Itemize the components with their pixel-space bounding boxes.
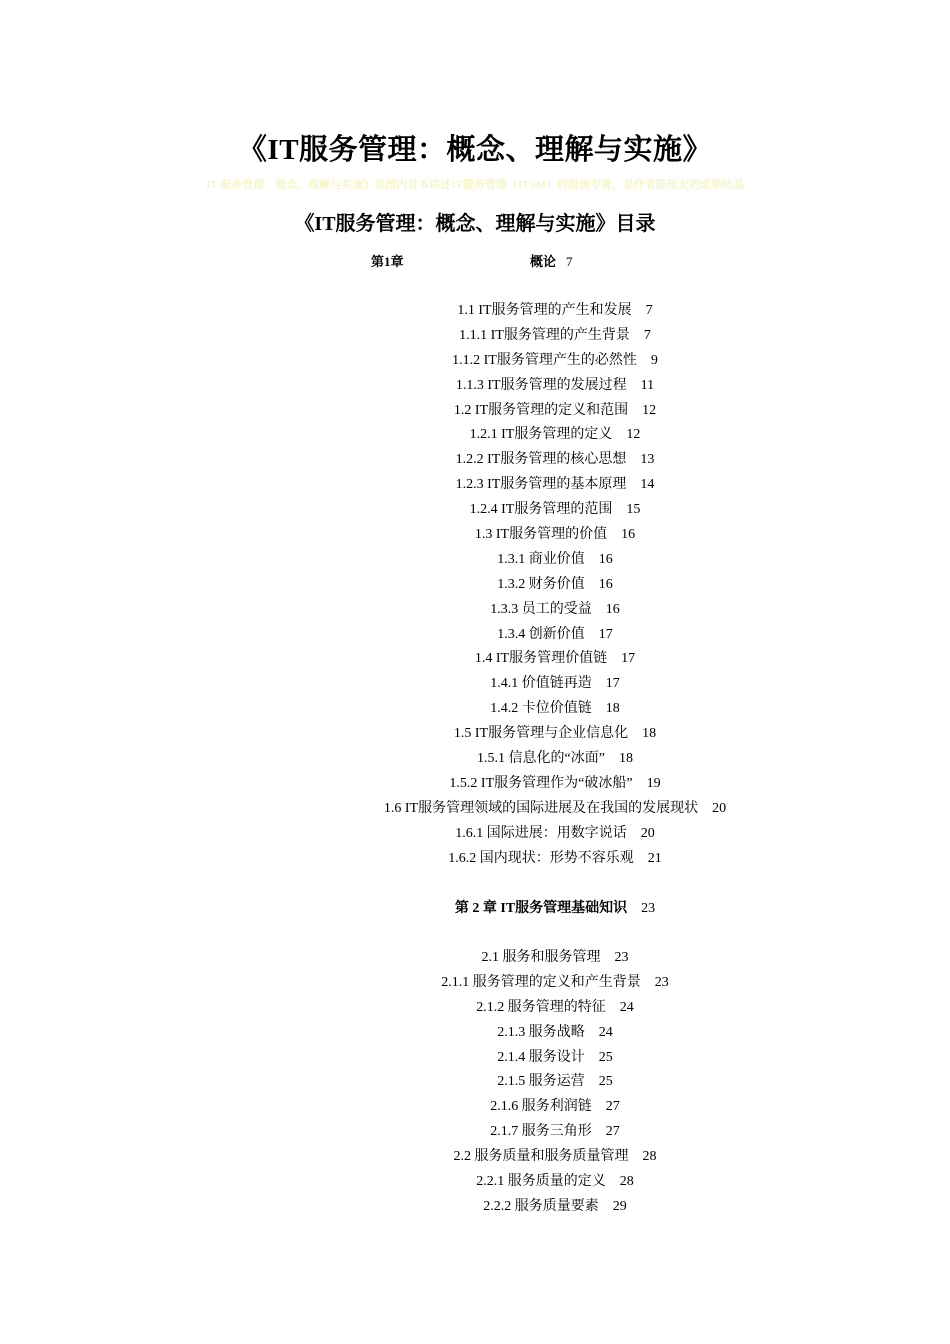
toc-entry-page: 17: [621, 651, 636, 667]
toc-entry[interactable]: [0, 1095, 950, 1120]
toc-entry[interactable]: [0, 996, 950, 1021]
toc-entry-text: 2.1.1 服务管理的定义和产生背景: [441, 974, 641, 990]
toc-entry[interactable]: [0, 523, 950, 548]
toc-entry[interactable]: [0, 448, 950, 473]
toc-entry-text: 1.2 IT服务管理的定义和范围: [453, 402, 629, 418]
chapter-1-page: 7: [566, 254, 573, 269]
chapter-2-heading[interactable]: [0, 897, 950, 921]
toc-entry-text: 1.3.1 商业价值: [497, 551, 585, 567]
toc-entry-text: 2.2 服务质量和服务质量管理: [453, 1149, 629, 1165]
toc-entry[interactable]: [0, 797, 950, 822]
toc-entry-page: 16: [598, 576, 613, 592]
toc-entry-page: 11: [640, 377, 655, 393]
toc-entry-page: 18: [618, 751, 633, 767]
toc-entry[interactable]: [0, 573, 950, 598]
toc-entry[interactable]: [0, 423, 950, 448]
toc-entry-page: 20: [712, 800, 727, 816]
toc-entry-text: 1.5.2 IT服务管理作为“破冰船”: [449, 775, 633, 791]
toc-entry-page: 18: [642, 726, 657, 742]
chapter-1-toc-list: [0, 299, 950, 871]
toc-entry-page: 14: [640, 477, 655, 493]
toc-entry-page: 25: [598, 1074, 613, 1090]
toc-entry[interactable]: [0, 747, 950, 772]
toc-entry[interactable]: [0, 1145, 950, 1170]
toc-entry-page: 24: [619, 999, 634, 1015]
toc-entry[interactable]: [0, 349, 950, 374]
toc-entry-page: 13: [640, 452, 655, 468]
toc-entry[interactable]: [0, 399, 950, 424]
toc-entry[interactable]: [0, 299, 950, 324]
toc-entry[interactable]: [0, 1046, 950, 1071]
toc-entry-page: 15: [626, 502, 641, 518]
chapter-2-page: 23: [641, 901, 656, 916]
toc-entry[interactable]: [0, 1170, 950, 1195]
toc-entry[interactable]: [0, 672, 950, 697]
toc-entry-text: 1.1.2 IT服务管理产生的必然性: [452, 352, 637, 368]
toc-entry[interactable]: [0, 473, 950, 498]
toc-entry-page: 28: [619, 1174, 634, 1190]
toc-entry-page: 20: [640, 825, 655, 841]
toc-entry-text: 1.1 IT服务管理的产生和发展: [457, 303, 632, 318]
toc-entry[interactable]: [0, 1021, 950, 1046]
toc-entry-page: 16: [598, 551, 613, 567]
toc-entry-text: 1.2.4 IT服务管理的范围: [469, 502, 613, 518]
toc-entry-text: 1.4 IT服务管理价值链: [474, 651, 608, 667]
toc-entry-text: 1.6.2 国内现状：形势不容乐观: [448, 850, 634, 866]
toc-entry-text: 2.2.2 服务质量要素: [483, 1198, 599, 1214]
document-title: 《IT服务管理：概念、理解与实施》: [237, 134, 713, 166]
toc-entry-text: 2.1.2 服务管理的特征: [476, 999, 606, 1015]
faint-description-line: IT 服务管理：概念、理解与实施》是国内首本讲述IT服务管理（ITSM）的原创专著，是作者陈传友的成果结晶: [206, 179, 744, 191]
toc-entry-text: 1.5 IT服务管理与企业信息化: [453, 726, 629, 742]
toc-entry-text: 1.3.2 财务价值: [497, 576, 585, 592]
toc-entry[interactable]: [0, 374, 950, 399]
toc-entry-text: 1.6 IT服务管理领域的国际进展及在我国的发展现状: [383, 800, 699, 816]
toc-entry-text: 1.3.3 员工的受益: [490, 601, 592, 617]
toc-entry-page: 27: [605, 1124, 620, 1140]
toc-entry-page: 7: [643, 327, 651, 343]
toc-entry-text: 2.1.4 服务设计: [497, 1049, 585, 1065]
toc-entry-page: 12: [626, 427, 641, 443]
chapter-2-label: 第 2 章 IT服务管理基础知识: [454, 901, 628, 916]
toc-entry-text: 1.2.3 IT服务管理的基本原理: [455, 477, 627, 493]
toc-heading: 《IT服务管理：概念、理解与实施》目录: [294, 213, 656, 235]
toc-entry-page: 25: [598, 1049, 613, 1065]
toc-entry[interactable]: [0, 1195, 950, 1220]
toc-entry-text: 2.2.1 服务质量的定义: [476, 1174, 606, 1190]
toc-entry[interactable]: [0, 971, 950, 996]
toc-entry-text: 2.1.3 服务战略: [497, 1024, 585, 1040]
toc-entry-text: 1.2.2 IT服务管理的核心思想: [455, 452, 627, 468]
toc-entry-text: 1.6.1 国际进展：用数字说话: [455, 825, 627, 841]
toc-entry[interactable]: [0, 1070, 950, 1095]
toc-entry[interactable]: [0, 822, 950, 847]
toc-entry-page: 28: [642, 1149, 657, 1165]
toc-entry-page: 17: [598, 626, 613, 642]
toc-entry[interactable]: [0, 548, 950, 573]
toc-entry[interactable]: [0, 1120, 950, 1145]
toc-entry-text: 1.2.1 IT服务管理的定义: [469, 427, 613, 443]
toc-entry[interactable]: [0, 722, 950, 747]
toc-entry-page: 12: [642, 402, 657, 418]
toc-entry-text: 2.1 服务和服务管理: [481, 950, 601, 965]
toc-entry[interactable]: [0, 498, 950, 523]
chapter-1-name: 概论: [530, 254, 557, 269]
toc-entry-text: 1.1.3 IT服务管理的发展过程: [455, 377, 627, 393]
toc-entry-text: 1.4.2 卡位价值链: [490, 701, 592, 717]
toc-entry[interactable]: [0, 697, 950, 722]
toc-entry-page: 9: [650, 352, 658, 368]
toc-entry-page: 24: [598, 1024, 613, 1040]
toc-entry-text: 1.3.4 创新价值: [497, 626, 585, 642]
toc-entry-page: 17: [605, 676, 620, 692]
toc-entry-text: 1.1.1 IT服务管理的产生背景: [459, 327, 630, 343]
toc-entry[interactable]: [0, 772, 950, 797]
toc-entry-page: 16: [605, 601, 620, 617]
toc-entry-text: 1.4.1 价值链再造: [490, 676, 592, 692]
toc-entry-text: 2.1.5 服务运营: [497, 1074, 585, 1090]
toc-entry-page: 29: [612, 1198, 627, 1214]
chapter-1-name-wrapper: [530, 252, 573, 272]
toc-entry-text: 1.5.1 信息化的“冰面”: [477, 751, 605, 767]
chapter-2-toc-list: [0, 946, 950, 1220]
chapter-1-label: 第1章: [371, 254, 404, 269]
toc-entry-page: 16: [621, 527, 636, 543]
toc-entry[interactable]: [0, 847, 950, 872]
toc-entry[interactable]: [0, 946, 950, 971]
toc-entry[interactable]: [0, 623, 950, 648]
toc-entry-text: 2.1.7 服务三角形: [490, 1124, 592, 1140]
toc-entry[interactable]: [0, 598, 950, 623]
toc-entry-text: 1.3 IT服务管理的价值: [474, 527, 608, 543]
toc-entry-page: 7: [645, 303, 653, 318]
toc-entry-page: 23: [614, 950, 629, 965]
toc-entry-text: 2.1.6 服务利润链: [490, 1099, 592, 1115]
toc-entry[interactable]: [0, 324, 950, 349]
toc-entry[interactable]: [0, 647, 950, 672]
toc-entry-page: 21: [647, 850, 662, 866]
toc-entry-page: 18: [605, 701, 620, 717]
toc-entry-page: 19: [646, 775, 661, 791]
toc-entry-page: 23: [654, 974, 669, 990]
toc-entry-page: 27: [605, 1099, 620, 1115]
